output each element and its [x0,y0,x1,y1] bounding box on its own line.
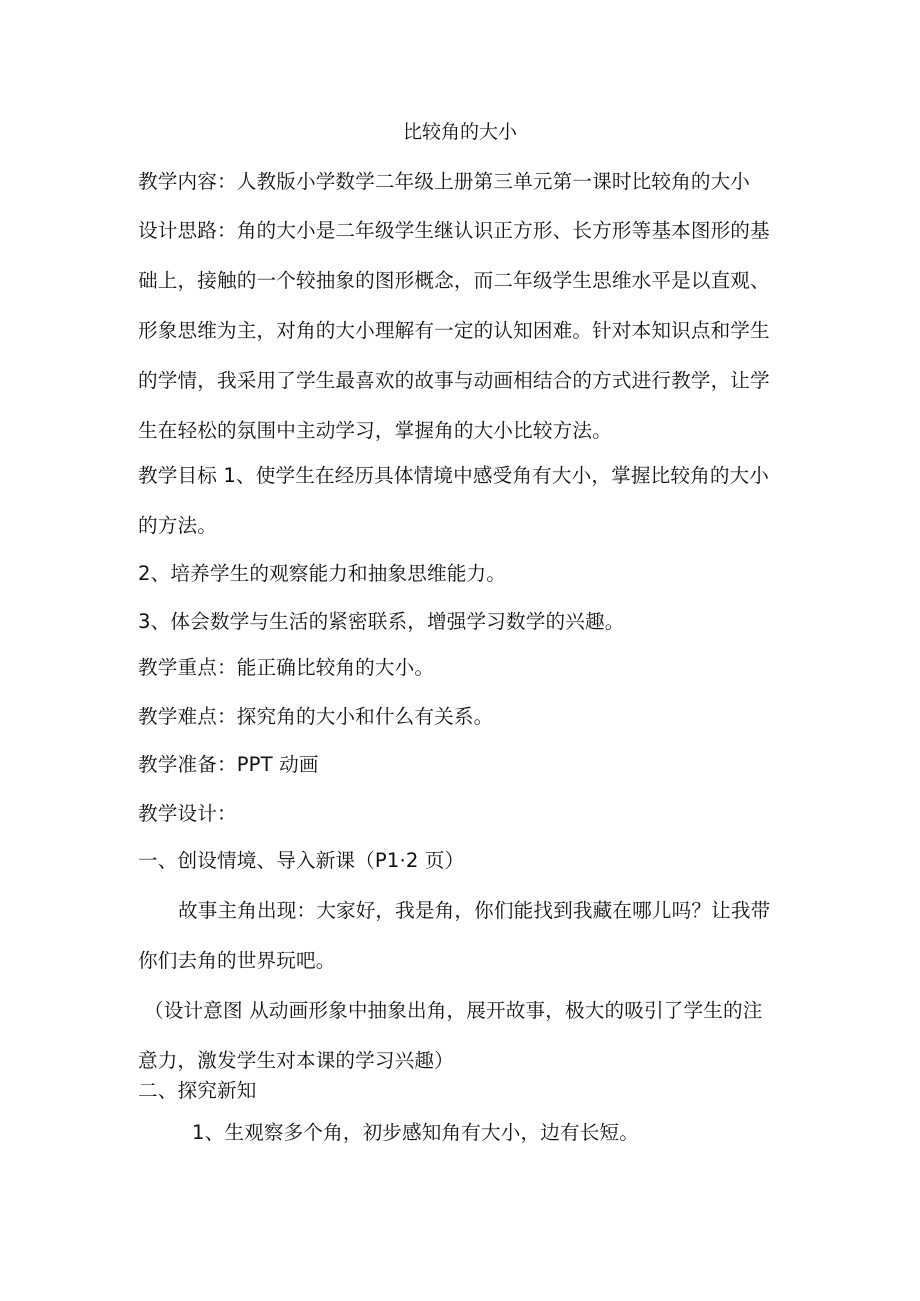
teaching-goal-line: 教学目标 1、使学生在经历具体情境中感受角有大小，掌握比较角的大小 [138,464,770,487]
teaching-content: 教学内容：人教版小学数学二年级上册第三单元第一课时比较角的大小 [138,170,751,193]
design-idea-line: 础上，接触的一个较抽象的图形概念，而二年级学生思维水平是以直观、 [138,269,770,292]
design-idea-line: 的学情，我采用了学生最喜欢的故事与动画相结合的方式进行教学，让学 [138,369,770,392]
teaching-goal-3: 3、体会数学与生活的紧密联系，增强学习数学的兴趣。 [138,610,625,633]
teaching-goals-paragraph [138,451,788,551]
design-idea-line: 设计思路：角的大小是二年级学生继认识正方形、长方形等基本图形的基 [138,219,770,242]
design-intent-line: 意力，激发学生对本课的学习兴趣） [138,1049,454,1072]
design-idea-paragraph [138,206,788,456]
design-intent-line: （设计意图 从动画形象中抽象出角，展开故事，极大的吸引了学生的注 [144,999,763,1022]
document-title: 比较角的大小 [402,121,517,143]
section-2-item-1: 1、生观察多个角，初步感知角有大小，边有长短。 [192,1121,639,1144]
teaching-design-heading: 教学设计： [138,802,237,825]
story-paragraph [138,886,788,986]
key-point: 教学重点：能正确比较角的大小。 [138,656,435,679]
design-idea-line: 形象思维为主，对角的大小理解有一定的认知困难。针对本知识点和学生 [138,319,770,342]
story-line: 故事主角出现：大家好，我是角，你们能找到我藏在哪儿吗？让我带 [178,899,771,922]
teaching-goal-2: 2、培养学生的观察能力和抽象思维能力。 [138,562,507,585]
teaching-goal-line: 的方法。 [138,514,217,537]
design-idea-line: 生在轻松的氛围中主动学习，掌握角的大小比较方法。 [138,419,612,442]
difficulty: 教学难点：探究角的大小和什么有关系。 [138,705,494,728]
preparation: 教学准备：PPT 动画 [138,753,319,776]
story-line: 你们去角的世界玩吧。 [138,949,336,972]
section-1-heading: 一、创设情境、导入新课（P1·2 页） [138,849,465,872]
section-2-heading: 二、探究新知 [138,1079,257,1102]
